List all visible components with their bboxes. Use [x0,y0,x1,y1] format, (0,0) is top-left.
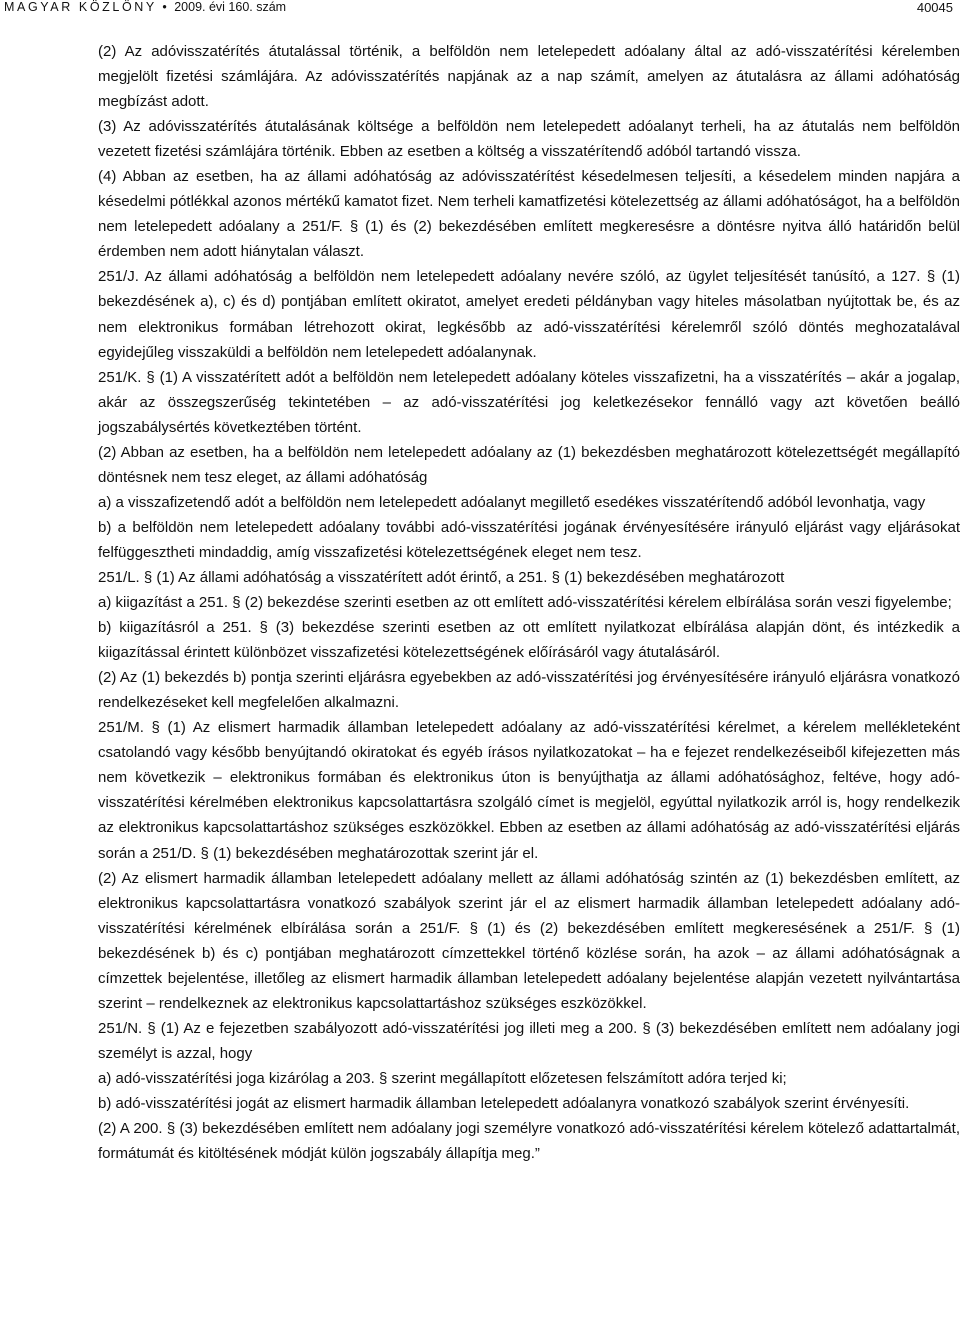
gazette-masthead [4,0,286,14]
page-number: 40045 [916,0,953,15]
bullet-separator: • [162,0,167,14]
paragraph-251k-2-b: b) a belföldön nem letelepedett adóalany további adó-visszatérítési jogának érvényesítésére irányuló eljárást vagy eljárásokat felfüggesztheti mindaddig, amíg visszafizetési kötelezettségének eleget nem tesz. [98,518,960,561]
paragraph-251i-2: (2) Az adóvisszatérítés átutalással történik, a belföldön nem letelepedett adóalany által az adó-visszatérítési kérelemben megjelölt fizetési számlájára. Az adóvisszatérítés napjának az a nap számít, amelyen az átutalásra az állami adóhatóság megbízást adott. [98,43,960,111]
paragraph-251l-1-b: b) kiigazításról a 251. § (3) bekezdése szerinti esetben az ott említett nyilatkozat elbírálása alapján dönt, és intézkedik a kiigazítással érintett különbözet visszafizetési kötelezettségének előírásáról vagy átutalásáról. [98,619,960,662]
paragraph-251k-2: (2) Abban az esetben, ha a belföldön nem letelepedett adóalany az (1) bekezdésben meghatározott kötelezettségét megállapító döntésnek nem tesz eleget, az állami adóhatóság [98,443,960,486]
page-header [0,0,960,20]
paragraph-251m-1: 251/M. § (1) Az elismert harmadik államban letelepedett adóalany az adó-visszatérítési kérelmet, a kérelem mellékleteként csatolandó vagy később benyújtandó okiratokat és egyéb írásos nyilatkozatokat – ha e fejezet rendelkezéseiből kifejezetten más nem következik – elektronikus formában és elektronikus úton is benyújthatja az állami adóhatósághoz, feltéve, hogy adó-visszatérítési kérelmében elektronikus kapcsolattartásra szolgáló címet is megjelöl, egyúttal nyilatkozik arról is, hogy rendelkezik az elektronikus kapcsolattartáshoz szükséges eszközökkel. Ebben az esetben az állami adóhatóság az adó-visszatérítési eljárás során a 251/D. § (1) bekezdésében meghatározottak szerint jár el. [98,719,960,862]
paragraph-251n-1-a: a) adó-visszatérítési joga kizárólag a 203. § szerint megállapított előzetesen felszámított adóra terjed ki; [98,1069,787,1087]
paragraph-251l-2: (2) Az (1) bekezdés b) pontja szerinti eljárásra egyebekben az adó-visszatérítési jog érvényesítésére irányuló eljárásra vonatkozó rendelkezéseket kell megfelelően alkalmazni. [98,669,960,712]
issue-number: 2009. évi 160. szám [174,0,287,14]
paragraph-251i-4: (4) Abban az esetben, ha az állami adóhatóság az adóvisszatérítést késedelmesen teljesíti, a késedelem minden napjára a késedelmi pótlékkal azonos mértékű kamatot fizet. Nem terheli kamatfizetési kötelezettség az állami adóhatóságot, ha a belföldön nem letelepedett adóalany a 251/F. § (1) és (2) bekezdésében említett megkeresésre a döntésre nyitva álló határidőn belül érdemben nem adott hiánytalan választ. [98,168,960,261]
gazette-title: MAGYAR KÖZLÖNY [4,0,157,14]
paragraph-251n-1: 251/N. § (1) Az e fejezetben szabályozott adó-visszatérítési jog illeti meg a 200. § (3) bekezdésében említett nem adóalany jogi személyt is azzal, hogy [98,1019,960,1062]
paragraph-251l-1: 251/L. § (1) Az állami adóhatóság a visszatérített adót érintő, a 251. § (1) bekezdésében meghatározott [98,568,785,586]
paragraph-251k-1: 251/K. § (1) A visszatérített adót a belföldön nem letelepedett adóalany köteles visszafizetni, ha a visszatérítés – akár a jogalap, akár az összegszerűség tekintetében – az adó-visszatérítési jog keletkezésekor fennálló vagy azt követően beálló jogszabálysértés következtében történt. [98,368,960,436]
paragraph-251j: 251/J. Az állami adóhatóság a belföldön nem letelepedett adóalany nevére szóló, az ügylet teljesítését tanúsító, a 127. § (1) bekezdésének a), c) és d) pontjában említett okiratot, amelyet eredeti példányban vagy hiteles másolatban nyújtottak be, és az nem elektronikus formában létrehozott okirat, legkésőbb az adó-visszatérítési kérelemről szóló döntés meghozatalával egyidejűleg visszaküldi a belföldön nem letelepedett adóalanynak. [98,268,960,361]
document-body [98,39,960,1166]
paragraph-251k-2-a: a) a visszafizetendő adót a belföldön nem letelepedett adóalanyt megillető esedékes visszatérítendő adóból levonhatja, vagy [98,493,926,511]
paragraph-251l-1-a: a) kiigazítást a 251. § (2) bekezdése szerinti esetben az ott említett adó-visszatérítési kérelem elbírálása során veszi figyelembe; [98,594,952,612]
paragraph-251n-2: (2) A 200. § (3) bekezdésében említett nem adóalany jogi személyre vonatkozó adó-visszatérítési kérelem kötelező adattartalmát, formátumát és kitöltésének módját külön jogszabály állapítja meg.” [98,1120,960,1163]
paragraph-251i-3: (3) Az adóvisszatérítés átutalásának költsége a belföldön nem letelepedett adóalanyt terheli, ha az átutalás nem belföldön vezetett fizetési számlájára történik. Ebben az esetben a költség a visszatérítendő adóból tartandó vissza. [98,118,960,161]
paragraph-251n-1-b: b) adó-visszatérítési jogát az elismert harmadik államban letelepedett adóalanyra vonatkozó szabályok szerint érvényesíti. [98,1094,910,1112]
paragraph-251m-2: (2) Az elismert harmadik államban letelepedett adóalany mellett az állami adóhatóság szintén az (1) bekezdésben említett, az elektronikus kapcsolattartásra vonatkozó szabályok szerint jár el az elismert harmadik államban letelepedett adóalany adó-visszatérítési kérelmének elbírálása során a 251/F. § (1) és (2) bekezdésében említett megkeresésének a 251/F. § (1) bekezdésének b) és c) pontjában meghatározott címzettekkel történő közlése során, ha azok – az állami adóhatóságnak a címzettek bejelentése, illetőleg az elismert harmadik államban letelepedett adóalany bejelentése alapján vezetett nyilvántartása szerint – rendelkeznek az elektronikus kapcsolattartáshoz szükséges eszközökkel. [98,869,960,1012]
